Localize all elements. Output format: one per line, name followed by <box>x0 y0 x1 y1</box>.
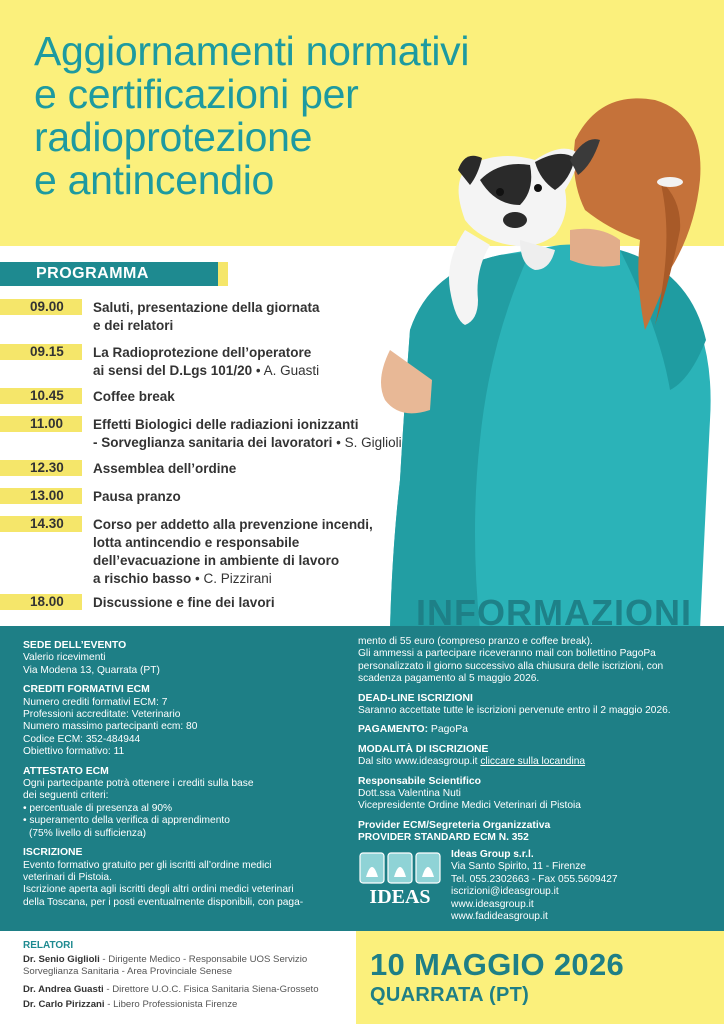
crediti-heading: CREDITI FORMATIVI ECM <box>23 684 150 696</box>
email-link[interactable]: iscrizioni@ideasgroup.it <box>451 886 559 898</box>
info-left-column: SEDE DELL’EVENTO Valerio ricevimenti Via Modena 13, Quarrata (PT) CREDITI FORMATIVI ECM Numero crediti formativi ECM: 7 Professioni accreditate: Veterinario Numero massimo partecipanti ecm: 80 Codice ECM: 352-484944 Obiettivo formativo: 11 ATTESTATO ECM Ogni partecipante potrà ottenere i crediti sulla base dei seguenti criteri: • percentuale di presenza al 90% • superamento della verifica di apprendimento (75% livello di sufficienza) ISCRIZIONE Evento formativo gratuito per gli iscritti all’ordine medici veterinari di Pistoia. Iscrizione aperta agli iscritti degli altri ordini medici veterinari della Toscana, per i posti eventualmente disponibili, con paga- <box>23 640 341 909</box>
title-line: e certificazioni per <box>34 71 359 117</box>
schedule-text: Assemblea dell’ordine <box>93 461 237 476</box>
relatori-list: RELATORI Dr. Senio Giglioli - Dirigente Medico - Responsabile UOS Servizio Sorveglianza Sanitaria - Area Provinciale Senese Dr. Andrea Guasti - Direttore U.O.C. Fisica Sanitaria Siena-Grosseto Dr. Carlo Pirizzani - Libero Professionista Firenze <box>23 939 353 1012</box>
speaker: • S. Giglioli <box>332 435 402 450</box>
event-date: 10 MAGGIO 2026 <box>370 947 625 982</box>
schedule-time: 13.00 <box>0 488 82 504</box>
schedule-time: 09.00 <box>0 299 82 315</box>
title-line: e antincendio <box>34 157 275 203</box>
schedule-text: Saluti, presentazione della giornata e dei relatori <box>93 300 320 333</box>
pagamento-label: PAGAMENTO: <box>358 724 429 736</box>
provider-standard: PROVIDER STANDARD ECM N. 352 <box>358 832 529 844</box>
deadline-heading: DEAD-LINE ISCRIZIONI <box>358 692 473 704</box>
title-line: radioprotezione <box>34 114 313 160</box>
schedule-time: 10.45 <box>0 388 82 404</box>
schedule-time: 12.30 <box>0 460 82 476</box>
schedule-text: Coffee break <box>93 389 175 404</box>
modalita-heading: MODALITÀ DI ISCRIZIONE <box>358 743 489 755</box>
speaker: • A. Guasti <box>252 363 320 378</box>
ideas-group-logo <box>358 851 442 911</box>
program-heading-accent <box>218 262 228 286</box>
schedule-time: 09.15 <box>0 344 82 360</box>
schedule-time: 14.30 <box>0 516 82 532</box>
logo-text: IDEAS <box>369 886 431 908</box>
ideas-group-contact: Ideas Group s.r.l. Via Santo Spirito, 11 - Firenze Tel. 055.2302663 - Fax 055.5609427 iscrizioni@ideasgroup.it www.ideasgroup.it www.fadideasgroup.it <box>451 849 711 923</box>
locandina-link[interactable]: cliccare sulla locandina <box>480 756 586 768</box>
schedule-text: La Radioprotezione dell’operatore ai sensi del D.Lgs 101/20 • A. Guasti <box>93 345 320 378</box>
schedule-text: Pausa pranzo <box>93 489 181 504</box>
sede-heading: SEDE DELL’EVENTO <box>23 640 127 651</box>
title-line: Aggiornamenti normativi <box>34 28 470 74</box>
fad-website-link[interactable]: www.fadideasgroup.it <box>451 911 548 923</box>
provider-heading: Provider ECM/Segreteria Organizzativa <box>358 819 551 831</box>
schedule-text: Corso per addetto alla prevenzione incendi, lotta antincendio e responsabile dell’evacuazione in ambiente di lavoro a rischio basso • C. Pizzirani <box>93 517 373 586</box>
vet-with-dog-illustration <box>370 80 724 630</box>
program-heading: PROGRAMMA <box>36 265 149 282</box>
ideas-name: Ideas Group s.r.l. <box>451 849 534 860</box>
speaker: • C. Pizzirani <box>191 571 272 586</box>
iscrizione-heading: ISCRIZIONE <box>23 847 83 859</box>
info-right-column: mento di 55 euro (compreso pranzo e coffee break). Gli ammessi a partecipare riceveranno mail con bollettino PagoPa personalizzato il giorno successivo alla chiusura delle iscrizioni, con scadenza pagamento al 5 maggio 2026. DEAD-LINE ISCRIZIONI Saranno accettate tutte le iscrizioni pervenute entro il 2 maggio 2026. PAGAMENTO: PagoPa MODALITÀ DI ISCRIZIONE Dal sito www.ideasgroup.it cliccare sulla locandina Responsabile Scientifico Dott.ssa Valentina Nuti Vicepresidente Ordine Medici Veterinari di Pistoia Provider ECM/Segreteria Organizzativa PROVIDER STANDARD ECM N. 352 <box>358 636 708 845</box>
schedule-text: Effetti Biologici delle radiazioni ionizzanti - Sorveglianza sanitaria dei lavoratori • S. Giglioli <box>93 417 402 450</box>
schedule-text: Discussione e fine dei lavori <box>93 595 275 610</box>
schedule-time: 18.00 <box>0 594 82 610</box>
responsabile-heading: Responsabile Scientifico <box>358 775 481 787</box>
website-link[interactable]: www.ideasgroup.it <box>451 898 534 910</box>
event-place: QUARRATA (PT) <box>370 984 530 1006</box>
relatori-heading: RELATORI <box>23 940 74 951</box>
attestato-heading: ATTESTATO ECM <box>23 765 109 777</box>
info-heading: INFORMAZIONI <box>416 592 692 633</box>
schedule-time: 11.00 <box>0 416 82 432</box>
